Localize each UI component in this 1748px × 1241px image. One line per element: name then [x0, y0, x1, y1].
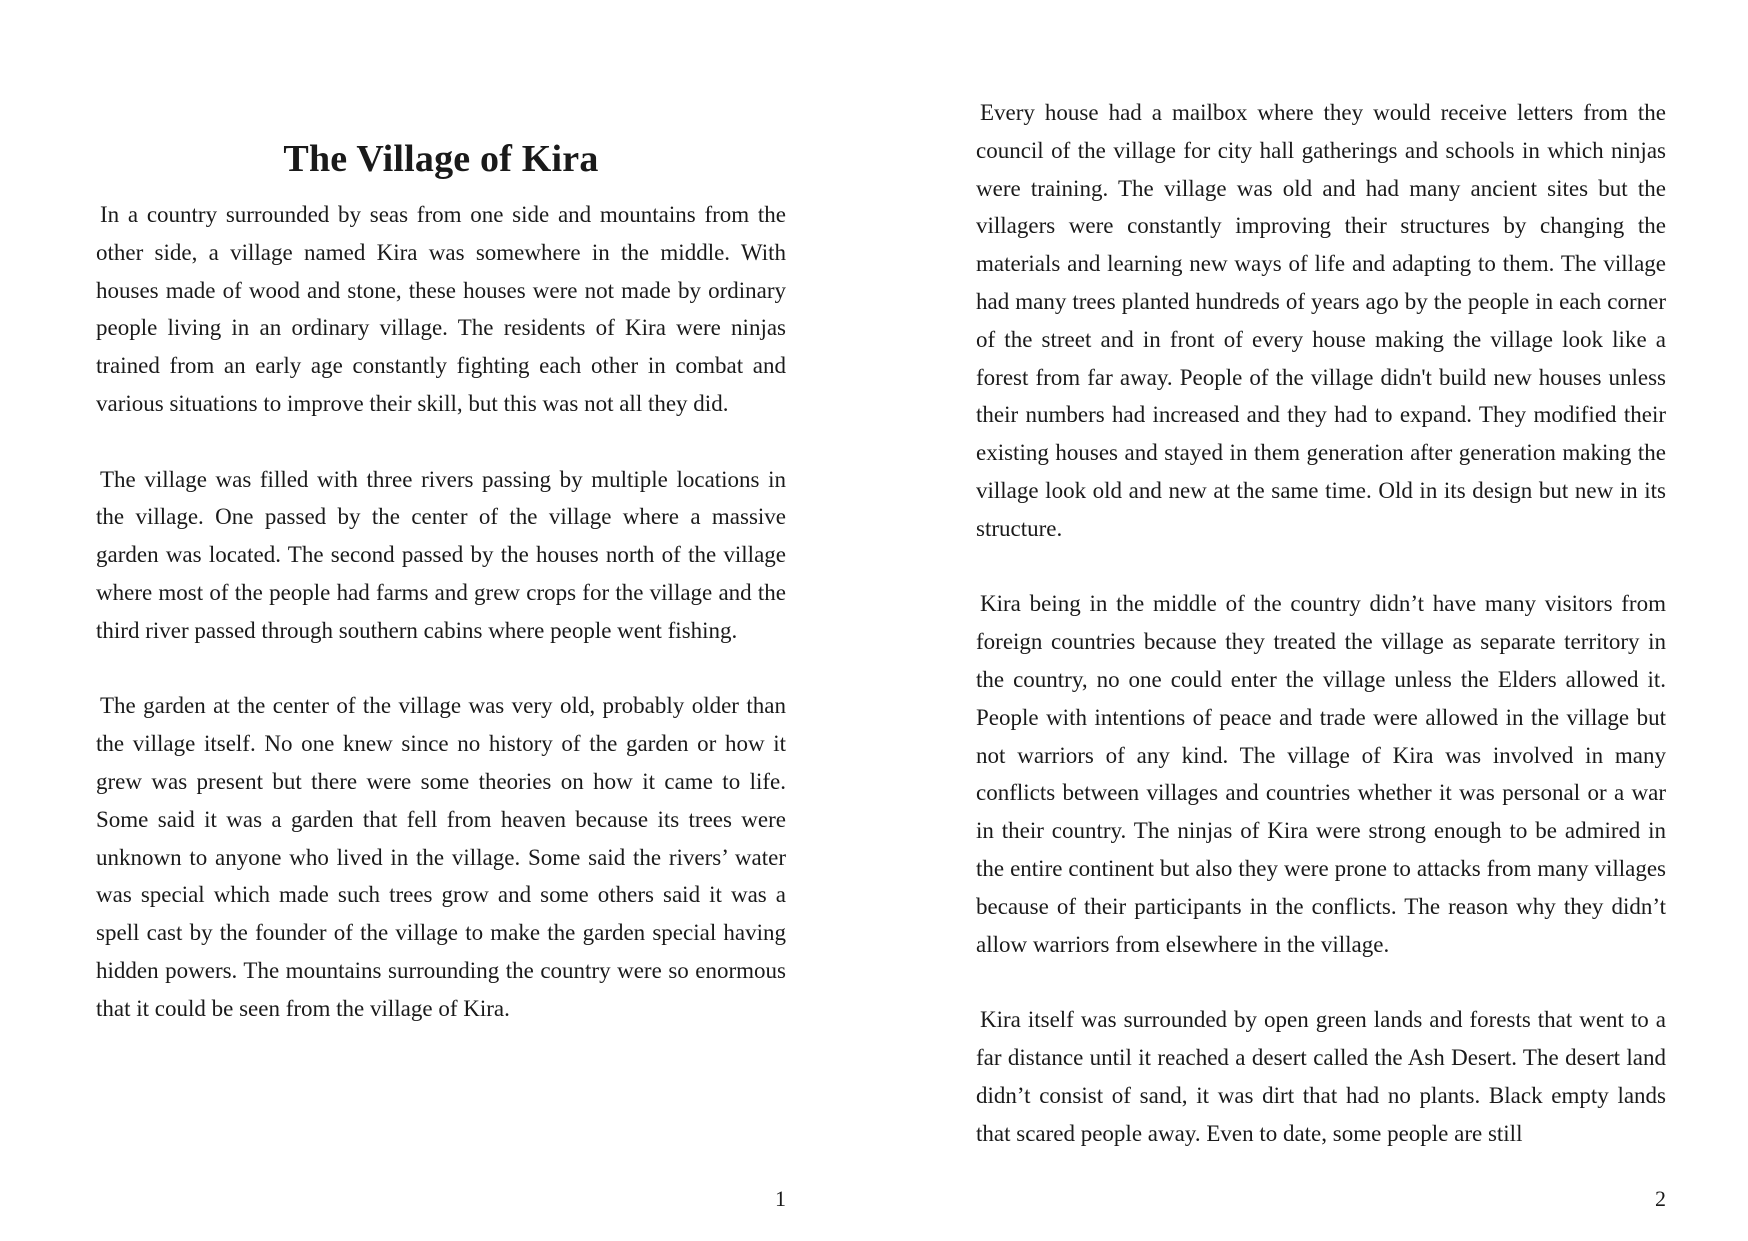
page-number: 2 [1655, 1186, 1666, 1211]
right-page-body [976, 94, 1666, 1190]
paragraph: Kira itself was surrounded by open green lands and forests that went to a far distance until it reached a desert called the Ash Desert. The desert land didn’t consist of sand, it was dirt that had no plants. Black empty lands that scared people away. Even to date, some people are still [976, 1007, 1666, 1146]
page-number: 1 [775, 1186, 786, 1211]
paragraph: Every house had a mailbox where they would receive letters from the council of the village for city hall gatherings and schools in which ninjas were training. The village was old and had many ancient sites but the villagers were constantly improving their structures by changing the materials and learning new ways of life and adapting to them. The village had many trees planted hundreds of years ago by the people in each corner of the street and in front of every house making the village look like a forest from far away. People of the village didn't build new houses unless their numbers had increased and they had to expand. They modified their existing houses and stayed in them generation after generation making the village look old and new at the same time. Old in its design but new in its structure. [976, 100, 1666, 541]
right-page [976, 0, 1666, 1241]
left-page-body [96, 196, 786, 1065]
paragraph: The village was filled with three rivers passing by multiple locations in the village. One passed by the center of the village where a massive garden was located. The second passed by the houses north of the village where most of the people had farms and grew crops for the village and the third river passed through southern cabins where people went fishing. [96, 466, 786, 643]
paragraph: The garden at the center of the village was very old, probably older than the village itself. No one knew since no history of the garden or how it grew was present but there were some theories on how it came to life. Some said it was a garden that fell from heaven because its trees were unknown to anyone who lived in the village. Some said the rivers’ water was special which made such trees grow and some others said it was a spell cast by the founder of the village to make the garden special having hidden powers. The mountains surrounding the country were so enormous that it could be seen from the village of Kira. [96, 693, 786, 1021]
left-page [96, 0, 786, 1241]
paragraph: Kira being in the middle of the country didn’t have many visitors from foreign countries because they treated the village as separate territory in the country, no one could enter the village unless the Elders allowed it. People with intentions of peace and trade were allowed in the village but not warriors of any kind. The village of Kira was involved in many conflicts between villages and countries whether it was personal or a war in their country. The ninjas of Kira were strong enough to be admired in the entire continent but also they were prone to attacks from many villages because of their participants in the conflicts. The reason why they didn’t allow warriors from elsewhere in the village. [976, 591, 1666, 957]
chapter-title: The Village of Kira [283, 138, 599, 180]
paragraph: In a country surrounded by seas from one side and mountains from the other side, a village named Kira was somewhere in the middle. With houses made of wood and stone, these houses were not made by ordinary people living in an ordinary village. The residents of Kira were ninjas trained from an early age constantly fighting each other in combat and various situations to improve their skill, but this was not all they did. [96, 202, 786, 416]
